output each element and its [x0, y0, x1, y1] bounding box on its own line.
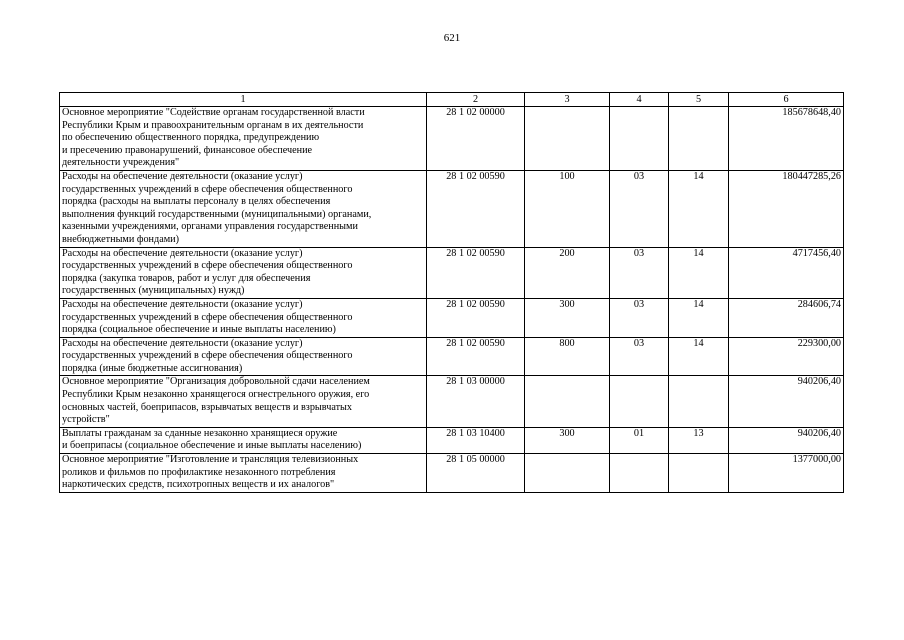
section-cell	[610, 107, 669, 171]
description-line: Расходы на обеспечение деятельности (оказание услуг)	[62, 170, 303, 182]
code-cell: 28 1 02 00000	[427, 107, 525, 171]
description-line: Расходы на обеспечение деятельности (оказание услуг)	[62, 337, 303, 349]
table-row	[60, 247, 844, 298]
section-cell	[610, 376, 669, 427]
expense-type-cell	[525, 376, 610, 427]
description-line: порядка (иные бюджетные ассигнования)	[62, 362, 243, 374]
header-cell: 4	[610, 93, 669, 107]
description-line: основных частей, боеприпасов, взрывчатых веществ и взрывчатых	[62, 401, 352, 413]
expense-type-cell: 200	[525, 247, 610, 298]
subsection-cell	[669, 107, 729, 171]
header-cell: 3	[525, 93, 610, 107]
page-number: 621	[443, 32, 461, 44]
section-cell: 03	[610, 337, 669, 376]
amount-cell: 180447285,26	[729, 170, 844, 247]
description-line: Основное мероприятие "Организация добровольной сдачи населением	[62, 376, 370, 388]
description-cell	[60, 337, 427, 376]
section-cell: 01	[610, 427, 669, 453]
description-line: Выплаты гражданам за сданные незаконно хранящиеся оружие	[62, 427, 338, 439]
description-line: порядка (закупка товаров, работ и услуг для обеспечения	[62, 272, 311, 284]
table-row	[60, 298, 844, 337]
description-cell	[60, 427, 427, 453]
table-row	[60, 454, 844, 493]
description-line: порядка (социальное обеспечение и иные выплаты населению)	[62, 324, 336, 336]
description-cell	[60, 376, 427, 427]
description-line: Основное мероприятие "Изготовление и трансляция телевизионных	[62, 454, 359, 466]
amount-cell: 940206,40	[729, 427, 844, 453]
amount-cell: 940206,40	[729, 376, 844, 427]
expense-type-cell: 100	[525, 170, 610, 247]
table-row	[60, 337, 844, 376]
amount-cell: 229300,00	[729, 337, 844, 376]
header-cell: 2	[427, 93, 525, 107]
amount-cell: 4717456,40	[729, 247, 844, 298]
description-line: государственных учреждений в сфере обеспечения общественного	[62, 260, 353, 272]
section-cell	[610, 454, 669, 493]
code-cell: 28 1 03 00000	[427, 376, 525, 427]
subsection-cell: 14	[669, 170, 729, 247]
code-cell: 28 1 05 00000	[427, 454, 525, 493]
description-line: внебюджетными фондами)	[62, 233, 180, 245]
code-cell: 28 1 02 00590	[427, 298, 525, 337]
code-cell: 28 1 02 00590	[427, 247, 525, 298]
description-line: государственных учреждений в сфере обеспечения общественного	[62, 350, 353, 362]
description-cell	[60, 170, 427, 247]
subsection-cell: 14	[669, 337, 729, 376]
expense-type-cell: 300	[525, 298, 610, 337]
description-line: Расходы на обеспечение деятельности (оказание услуг)	[62, 298, 303, 310]
table-row	[60, 170, 844, 247]
description-line: государственных учреждений в сфере обеспечения общественного	[62, 311, 353, 323]
expense-type-cell	[525, 454, 610, 493]
amount-cell: 284606,74	[729, 298, 844, 337]
description-line: по обеспечению общественного порядка, предупреждению	[62, 132, 320, 144]
description-line: Республики Крым и правоохранительным органам в их деятельности	[62, 119, 364, 131]
description-line: деятельности учреждения"	[62, 157, 180, 169]
subsection-cell	[669, 454, 729, 493]
description-line: наркотических средств, психотропных веществ и их аналогов"	[62, 479, 335, 491]
header-cell: 6	[729, 93, 844, 107]
description-line: Расходы на обеспечение деятельности (оказание услуг)	[62, 247, 303, 259]
budget-table	[59, 92, 844, 493]
table-row	[60, 427, 844, 453]
description-line: и боеприпасы (социальное обеспечение и иные выплаты населению)	[62, 440, 362, 452]
amount-cell: 1377000,00	[729, 454, 844, 493]
description-line: и пресечению правонарушений, финансовое обеспечение	[62, 144, 313, 156]
description-line: Основное мероприятие "Содействие органам государственной власти	[62, 107, 365, 118]
section-cell: 03	[610, 298, 669, 337]
description-line: порядка (расходы на выплаты персоналу в целях обеспечения	[62, 196, 331, 208]
expense-type-cell: 800	[525, 337, 610, 376]
header-cell: 1	[60, 93, 427, 107]
table-row	[60, 376, 844, 427]
description-cell	[60, 298, 427, 337]
description-line: казенными учреждениями, органами управления государственными	[62, 221, 358, 233]
table-row	[60, 107, 844, 171]
subsection-cell: 13	[669, 427, 729, 453]
description-line: устройств"	[62, 414, 110, 426]
description-line: государственных учреждений в сфере обеспечения общественного	[62, 183, 353, 195]
code-cell: 28 1 02 00590	[427, 170, 525, 247]
code-cell: 28 1 03 10400	[427, 427, 525, 453]
header-row	[60, 93, 844, 107]
description-cell	[60, 247, 427, 298]
subsection-cell: 14	[669, 247, 729, 298]
amount-cell: 185678648,40	[729, 107, 844, 171]
section-cell: 03	[610, 247, 669, 298]
expense-type-cell: 300	[525, 427, 610, 453]
header-cell: 5	[669, 93, 729, 107]
code-cell: 28 1 02 00590	[427, 337, 525, 376]
expense-type-cell	[525, 107, 610, 171]
subsection-cell	[669, 376, 729, 427]
section-cell: 03	[610, 170, 669, 247]
description-cell	[60, 454, 427, 493]
description-line: выполнения функций государственными (муниципальными) органами,	[62, 208, 372, 220]
description-line: роликов и фильмов по профилактике незаконного потребления	[62, 466, 336, 478]
description-line: Республики Крым незаконно хранящегося огнестрельного оружия, его	[62, 389, 370, 401]
description-cell	[60, 107, 427, 171]
subsection-cell: 14	[669, 298, 729, 337]
description-line: государственных (муниципальных) нужд)	[62, 285, 245, 297]
table-body	[60, 107, 844, 493]
